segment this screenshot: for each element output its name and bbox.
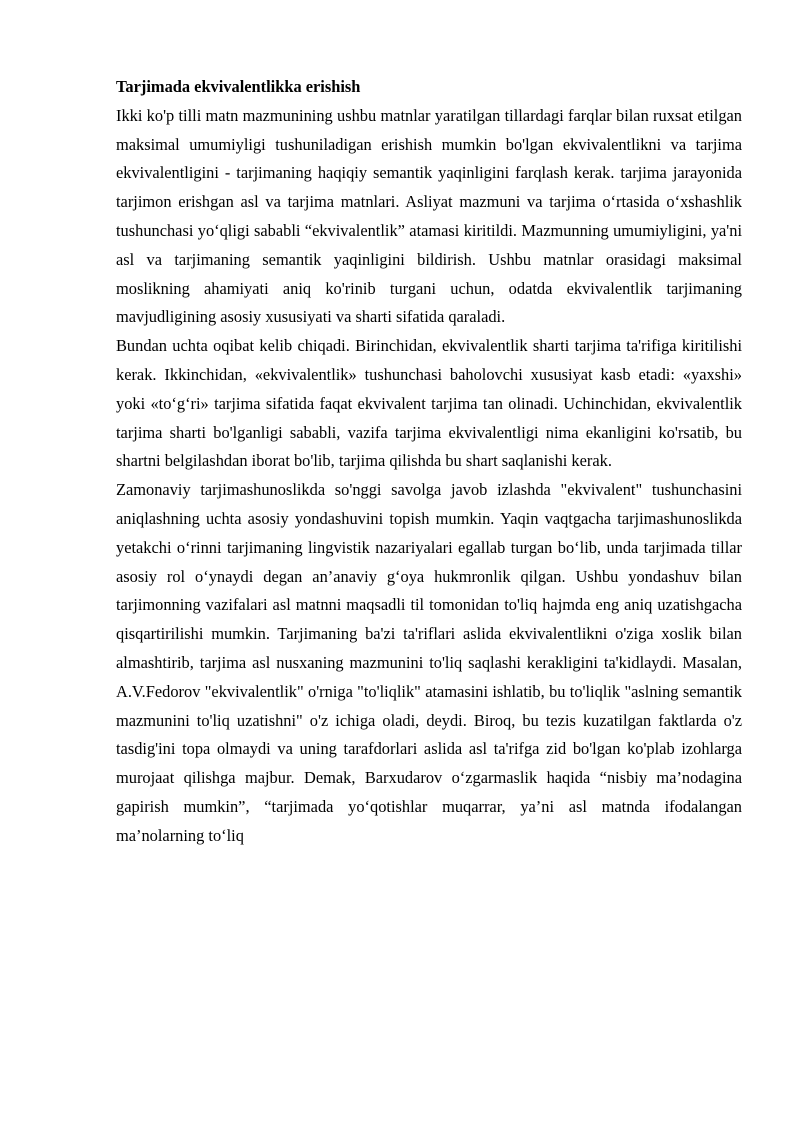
document-page xyxy=(116,73,742,851)
section-heading: Tarjimada ekvivalentlikka erishish xyxy=(116,77,361,96)
paragraph-3: Zamonaviy tarjimashunoslikda so'nggi savolga javob izlashda "ekvivalent" tushunchasini aniqlashning uchta asosiy yondashuvini topish mumkin. Yaqin vaqtgacha tarjimashunoslikda yetakchi o‘rinni tarjimaning lingvistik nazariyalari egallab turgan bo‘lib, unda tarjimada tillar asosiy rol o‘ynaydi degan an’anaviy g‘oya hukmronlik qilgan. Ushbu yondashuv bilan tarjimonning vazifalari asl matnni maqsadli til tomonidan to'liq hajmda eng aniq uzatishgacha qisqartirilishi mumkin. Tarjimaning ba'zi ta'riflari aslida ekvivalentlikni o'ziga xoslik bilan almashtirib, tarjima asl nusxaning mazmunini to'liq saqlashi kerakligini ta'kidlaydi. Masalan, A.V.Fedorov "ekvivalentlik" o'rniga "to'liqlik" atamasini ishlatib, bu to'liqlik "aslning semantik mazmunini to'liq uzatishni" o'z ichiga oladi, deydi. Biroq, bu tezis kuzatilgan faktlarda o'z tasdig'ini topa olmaydi va uning tarafdorlari aslida asl ta'rifga zid bo'lgan ko'plab izohlarga murojaat qilishga majbur. Demak, Barxudarov o‘zgarmaslik haqida “nisbiy ma’nodagina gapirish mumkin”, “tarjimada yo‘qotishlar muqarrar, ya’ni asl matnda ifodalangan ma’nolarning to‘liq xyxy=(116,480,742,845)
paragraph-2: Bundan uchta oqibat kelib chiqadi. Birinchidan, ekvivalentlik sharti tarjima ta'rifiga kiritilishi kerak. Ikkinchidan, «ekvivalentlik» tushunchasi baholovchi xususiyat kasb etadi: «yaxshi» yoki «to‘g‘ri» tarjima sifatida faqat ekvivalent tarjima tan olinadi. Uchinchidan, ekvivalentlik tarjima sharti bo'lganligi sababli, vazifa tarjima ekvivalentligi nima ekanligini ko'rsatib, bu shartni belgilashdan iborat bo'lib, tarjima qilishda bu shart saqlanishi kerak. xyxy=(116,336,742,471)
paragraph-1: Ikki ko'p tilli matn mazmunining ushbu matnlar yaratilgan tillardagi farqlar bilan ruxsat etilgan maksimal umumiyligi tushuniladigan erishish mumkin bo'lgan ekvivalentlikni va tarjima ekvivalentligini - tarjimaning haqiqiy semantik yaqinligini farqlash kerak. tarjima jarayonida tarjimon erishgan asl va tarjima matnlari. Asliyat mazmuni va tarjima o‘rtasida o‘xshashlik tushunchasi yo‘qligi sababli “ekvivalentlik” atamasi kiritildi. Mazmunning umumiyligini, ya'ni asl va tarjimaning semantik yaqinligini bildirish. Ushbu matnlar orasidagi maksimal moslikning ahamiyati aniq ko'rinib turgani uchun, odatda ekvivalentlik tarjimaning mavjudligining asosiy xususiyati va sharti sifatida qaraladi. xyxy=(116,105,742,327)
